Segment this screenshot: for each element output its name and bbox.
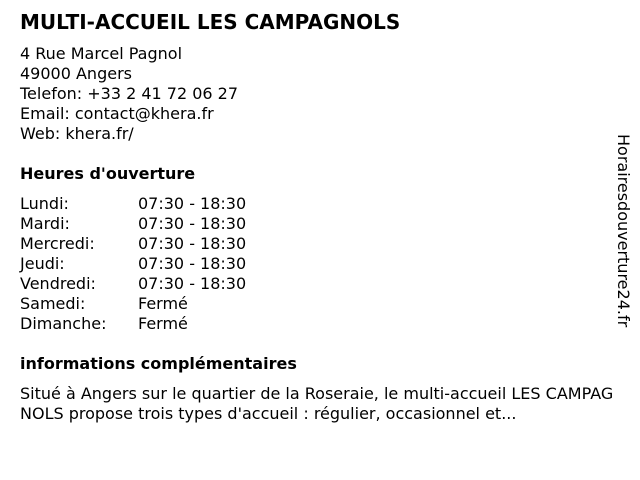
site-watermark	[611, 134, 635, 344]
watermark-text: Horairesdouverture24.fr	[614, 134, 633, 328]
day-label: Dimanche:	[20, 314, 107, 333]
day-label: Jeudi:	[20, 254, 65, 273]
day-hours: Fermé	[138, 294, 188, 313]
day-hours: 07:30 - 18:30	[138, 194, 247, 213]
day-label: Samedi:	[20, 294, 86, 313]
phone-number: Telefon: +33 2 41 72 06 27	[20, 84, 239, 103]
additional-info-heading: informations complémentaires	[20, 354, 297, 373]
additional-info-text: Situé à Angers sur le quartier de la Roseraie, le multi-accueil LES CAMPAGNOLS propose trois types d'accueil : régulier, occasionnel et...	[20, 384, 614, 423]
day-hours: 07:30 - 18:30	[138, 234, 247, 253]
business-name: MULTI-ACCUEIL LES CAMPAGNOLS	[20, 10, 401, 34]
day-hours: 07:30 - 18:30	[138, 254, 247, 273]
opening-hours-heading: Heures d'ouverture	[20, 164, 196, 183]
city-postcode: 49000 Angers	[20, 64, 132, 83]
day-hours: Fermé	[138, 314, 188, 333]
day-label: Vendredi:	[20, 274, 96, 293]
day-hours: 07:30 - 18:30	[138, 214, 247, 233]
business-contact-block	[20, 44, 238, 144]
day-label: Lundi:	[20, 194, 69, 213]
street-address: 4 Rue Marcel Pagnol	[20, 44, 183, 63]
website: Web: khera.fr/	[20, 124, 134, 143]
day-label: Mercredi:	[20, 234, 95, 253]
email-address: Email: contact@khera.fr	[20, 104, 214, 123]
day-label: Mardi:	[20, 214, 70, 233]
day-hours: 07:30 - 18:30	[138, 274, 247, 293]
